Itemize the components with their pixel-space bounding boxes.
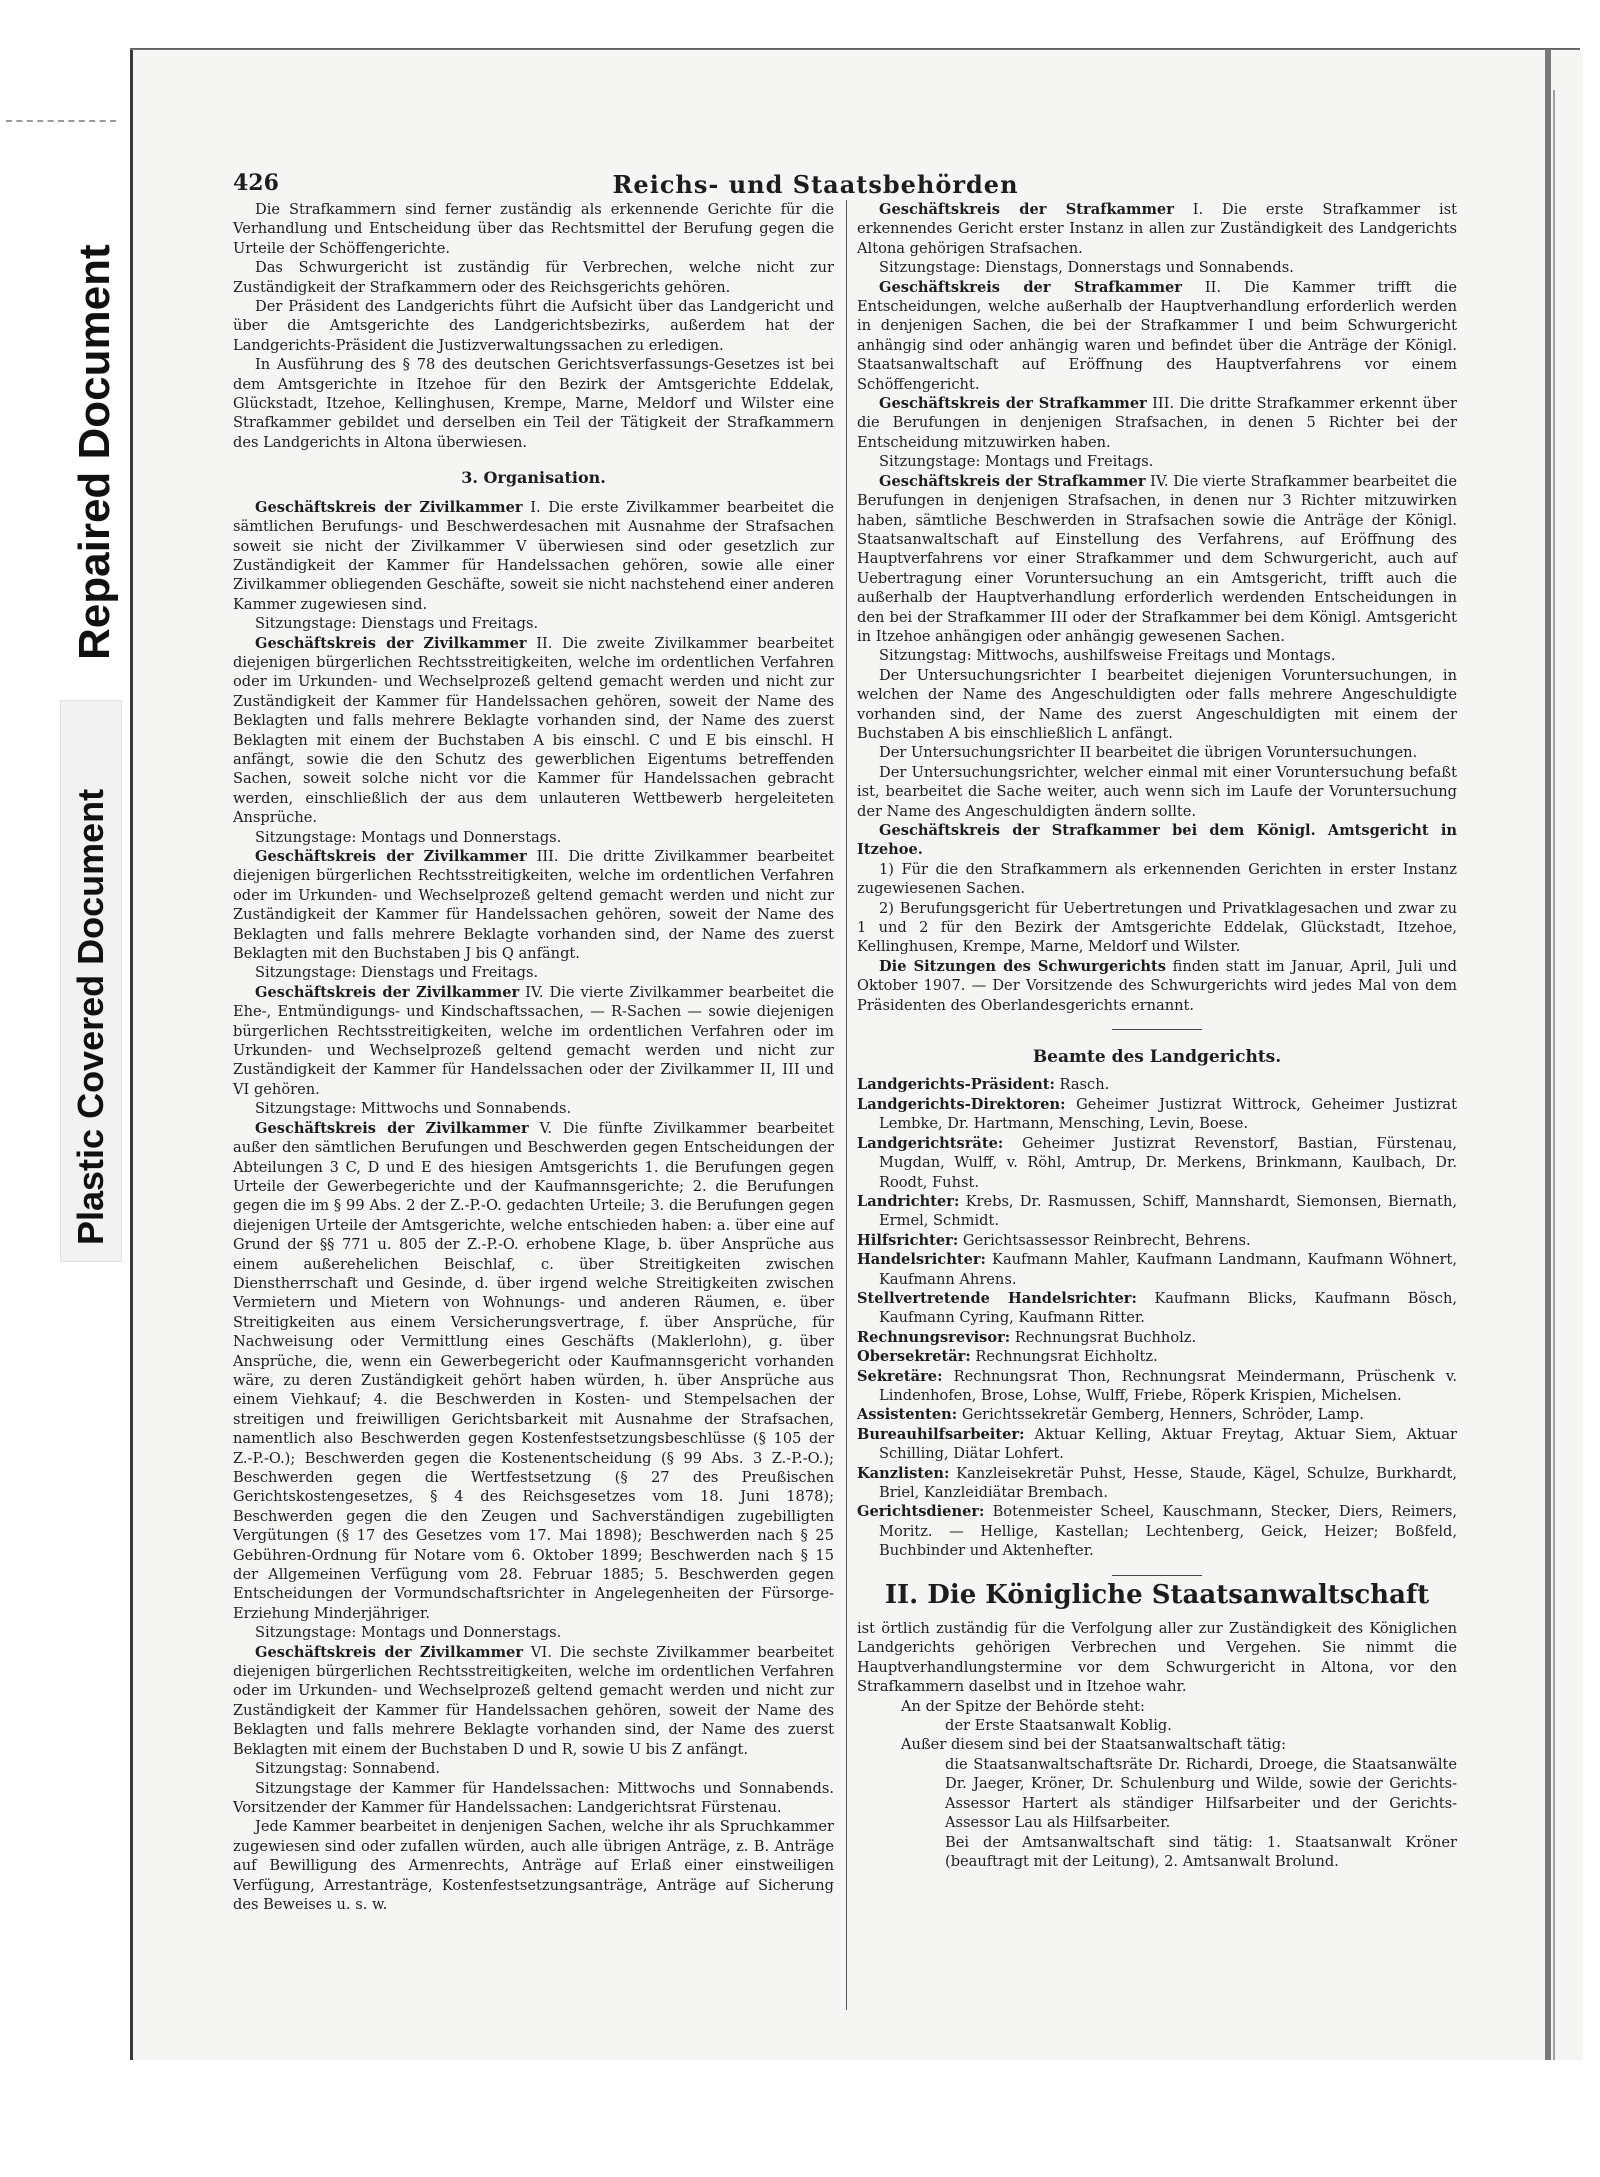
chamber-paragraph: [233, 634, 834, 828]
chamber-label: Geschäftskreis der Strafkammer: [879, 472, 1146, 490]
staff-role: Handelsrichter:: [857, 1251, 986, 1269]
staff-entry: [857, 1464, 1457, 1503]
page-right-edge: [1545, 50, 1551, 2060]
chamber-text: II. Die Kammer trifft die Entscheidungen, welche außerhalb der Hauptverhandlung erforderlich werden in denjenigen Sachen, die bei der Strafkammer I und beim Schwurgericht anhängig sind oder anhängig waren und befindet über die Anträge der Königl. Staatsanwaltschaft auf Eröffnung des Hauptverfahrens vor einem Schöffengericht.: [857, 278, 1457, 393]
paragraph: Das Schwurgericht ist zuständig für Verbrechen, welche nicht zur Zuständigkeit der Strafkammern oder des Reichsgerichts gehören.: [233, 259, 834, 296]
staff-entry: [857, 1075, 1457, 1094]
plastic-covered-document-label: Plastic Covered Document: [70, 788, 111, 1245]
staff-role: Hilfsrichter:: [857, 1231, 959, 1249]
paragraph: In Ausführung des § 78 des deutschen Gerichtsverfassungs-Gesetzes ist bei dem Amtsgerichte in Itzehoe für den Bezirk der Amtsgerichte Eddelak, Glückstadt, Itzehoe, Kellinghusen, Krempe, Marne, Meldorf und Wilster eine Strafkammer gebildet und derselben ein Teil der Tätigkeit der Strafkammern des Landgerichts in Altona überwiesen.: [233, 356, 834, 451]
session-line: Sitzungstage: Montags und Freitags.: [879, 453, 1154, 471]
staff-entry: [857, 1425, 1457, 1464]
staff-role: Landgerichtsräte:: [857, 1134, 1004, 1152]
chamber-text: III. Die dritte Zivilkammer bearbeitet diejenigen bürgerlichen Rechtsstreitigkeiten, welche im ordentlichen Verfahren oder im Urkunden- und Wechselprozeß geltend gemacht werden und nicht zur Zuständigkeit der Kammer für Handelssachen gehören, soweit der Name des Beklagten und falls mehrere Beklagte vorhanden sind, der Name des zuerst Beklagten mit den Buchstaben J bis Q anfängt.: [233, 848, 834, 963]
closing-paragraph: Jede Kammer bearbeitet in denjenigen Sachen, welche ihr als Spruchkammer zugewiesen sind oder zufallen würden, auch alle übrigen Anträge, z. B. Anträge auf Bewilligung des Armenrechts, Anträge auf Erlaß einer einstweiligen Verfügung, Arrestanträge, Kostenfestsetzungsanträge, Anträge auf Sicherung des Beweises u. s. w.: [233, 1818, 834, 1913]
staff-names: Rechnungsrat Thon, Rechnungsrat Meindermann, Prüschenk v. Lindenhofen, Brose, Lohse, Wulff, Friebe, Röperk Krispien, Michelsen.: [879, 1367, 1457, 1404]
staff-entry: [857, 1095, 1457, 1134]
staff-role: Obersekretär:: [857, 1348, 971, 1366]
prosecution-staff: die Staatsanwaltschaftsräte Dr. Richardi, Droege, die Staatsanwälte Dr. Jaeger, Kröner, Dr. Schulenburg und Wilde, sowie der Gerichts-Assessor Hartert als ständiger Hilfsarbeiter und der Gerichts-Assessor Lau als Hilfsarbeiter.: [945, 1755, 1457, 1832]
itzehoe-item: 1) Für die den Strafkammern als erkennenden Gerichten in erster Instanz zugewiesenen Sachen.: [857, 860, 1457, 898]
criminal-chamber-paragraph: [857, 200, 1457, 258]
staff-names: Aktuar Kelling, Aktuar Freytag, Aktuar Siem, Aktuar Schilling, Diätar Lohfert.: [879, 1425, 1457, 1463]
staff-names: Rechnungsrat Eichholtz.: [970, 1348, 1158, 1366]
staff-role: Landgerichts-Präsident:: [857, 1076, 1055, 1094]
staff-names: Krebs, Dr. Rasmussen, Schiff, Mannshardt, Siemonsen, Biernath, Ermel, Schmidt.: [879, 1192, 1457, 1230]
staff-entry: [857, 1367, 1457, 1406]
chamber-text: IV. Die vierte Zivilkammer bearbeitet die Ehe-, Entmündigungs- und Kindschaftssachen, — R-Sachen — sowie diejenigen bürgerlichen Rechtsstreitigkeiten, welche im ordentlichen Verfahren oder im Urkunden- und Wechselprozeß geltend gemacht werden und nicht zur Zuständigkeit der Kammer für Handelssachen oder der Zivilkammer II, III und VI gehören.: [233, 983, 834, 1098]
chamber-paragraph: [233, 1119, 834, 1624]
chamber-text: V. Die fünfte Zivilkammer bearbeitet außer den sämtlichen Berufungen und Beschwerden gegen Entscheidungen der Abteilungen 3 C, D und E des hiesigen Amtsgerichts 1. die Berufungen gegen Urteile der Gewerbegerichte und der Kaufmannsgerichte; 2. die Berufungen gegen die im § 99 Abs. 2 der Z.-P.-O. gedachten Urteile; 3. die Berufungen gegen diejenigen Urteile der Amtsgerichte, welche entschieden haben: a. über eine auf Grund der §§ 771 u. 805 der Z.-P.-O. erhobene Klage, b. über Ansprüche aus einem außerehelichen Beischlaf, c. über Streitigkeiten zwischen Dienstherrschaft und Gesinde, d. über irgend welche Streitigkeiten zwischen Vermietern und Mietern von Wohnungs- und anderen Räumen, e. über Streitigkeiten aus einem Versicherungsvertrage, f. über Ansprüche, für Nachweisung oder Vermittlung eines Geschäfts (Maklerlohn), g. über Ansprüche, die, wenn ein Gewerbegericht oder Kaufmannsgericht vorhanden wäre, zu deren Zuständigkeit gehört haben würden, h. über Ansprüche aus einem Viehkauf; 4. die Beschwerden in Kosten- und Stempelsachen der streitigen und freiwilligen Gerichtsbarkeit mit Ausnahme der Strafsachen, namentlich also Beschwerden gegen Kostenfestsetzungsbeschlüsse (§ 105 der Z.-P.-O.); Beschwerden gegen die Kostenentscheidung (§ 99 Abs. 3 Z.-P.-O.); Beschwerden gegen die Wertfestsetzung (§ 27 des Preußischen Gerichtskostengesetzes, § 4 des Reichsgesetzes vom 18. Juni 1878); Beschwerden gegen die den Zeugen und Sachverständigen zugebilligten Vergütungen (§ 17 des Gesetzes vom 17. Mai 1898); Beschwerden nach § 25 Gebühren-Ordnung für Notare vom 6. Oktober 1899; Beschwerden nach § 15 der Allgemeinen Verfügung vom 28. Februar 1885; 5. Beschwerden gegen Entscheidungen der Vormundschaftsrichter in Angelegenheiten der Fürsorge-Erziehung Minderjähriger.: [233, 1119, 834, 1622]
staff-entry: [857, 1347, 1457, 1366]
staff-role: Landgerichts-Direktoren:: [857, 1095, 1066, 1113]
chamber-text: I. Die erste Zivilkammer bearbeitet die sämtlichen Berufungs- und Beschwerdesachen mit Ausnahme der Strafsachen soweit sie nicht der Zivilkammer V überwiesen sind oder gesetzlich zur Zuständigkeit der Kammer für Handelssachen gehören, sowie alle einer Zivilkammer obliegenden Geschäfte, soweit sie nicht nachstehend einer anderen Kammer zugewiesen sind.: [233, 498, 834, 613]
page-number: 426: [233, 170, 279, 196]
staff-entry: [857, 1289, 1457, 1328]
staff-entry: [857, 1405, 1457, 1424]
investigation-paragraph: Der Untersuchungsrichter II bearbeitet die übrigen Voruntersuchungen.: [879, 744, 1418, 762]
chamber-label: Geschäftskreis der Zivilkammer: [255, 1643, 524, 1661]
staff-names: Rasch.: [1054, 1076, 1110, 1094]
staff-names: Gerichtssekretär Gemberg, Henners, Schröder, Lamp.: [957, 1406, 1364, 1424]
chamber-paragraph: [233, 983, 834, 1099]
prosecution-head-line: An der Spitze der Behörde steht:: [901, 1697, 1145, 1715]
staff-entry: [857, 1328, 1457, 1347]
staff-entry: [857, 1134, 1457, 1192]
session-line: Sitzungstage: Dienstags und Freitags.: [255, 615, 539, 633]
staff-names: Geheimer Justizrat Wittrock, Geheimer Justizrat Lembke, Dr. Hartmann, Mensching, Levin, Boese.: [879, 1095, 1457, 1133]
staff-role: Assistenten:: [857, 1406, 958, 1424]
chamber-text: VI. Die sechste Zivilkammer bearbeitet diejenigen bürgerlichen Rechtsstreitigkeiten, welche im ordentlichen Verfahren oder im Urkunden- und Wechselprozeß geltend gemacht werden und nicht zur Zuständigkeit der Kammer für Handelssachen gehören, soweit der Name des Beklagten und falls mehrere Beklagte vorhanden sind, der Name des zuerst Beklagten mit einem der Buchstaben D und R, sowie U bis Z anfängt.: [233, 1643, 834, 1758]
staff-role: Landrichter:: [857, 1192, 960, 1210]
archive-label-strip: [0, 0, 125, 2177]
chamber-label: Geschäftskreis der Zivilkammer: [255, 848, 527, 865]
session-line: Sitzungstag: Mittwochs, aushilfsweise Freitags und Montags.: [879, 647, 1336, 665]
chamber-paragraph: [233, 498, 834, 614]
section-heading-organisation: 3. Organisation.: [461, 468, 606, 488]
chamber-label: Geschäftskreis der Zivilkammer: [255, 498, 523, 516]
criminal-chamber-paragraph: [857, 394, 1457, 452]
paragraph: Der Präsident des Landgerichts führt die Aufsicht über das Landgericht und über die Amtsgerichte des Landgerichtsbezirks, außerdem hat der Landgerichts-Präsident die Justizverwaltungssachen zu erledigen.: [233, 298, 834, 354]
chamber-text: II. Die zweite Zivilkammer bearbeitet diejenigen bürgerlichen Rechtsstreitigkeiten, welche im ordentlichen Verfahren oder im Urkunden- und Wechselprozeß geltend gemacht werden und nicht zur Zuständigkeit der Kammer für Handelssachen gehören, soweit der Name des Beklagten und falls mehrere Beklagte vorhanden sind, der Name des zuerst Beklagten mit einem der Buchstaben A bis einschl. C und E bis einschl. H anfängt, sowie die den Schutz des gewerblichen Eigentums betreffenden Sachen, soweit solche nicht vor die Kammer für Handelssachen gebracht werden, einschließlich der aus dem unlauteren Wettbewerb hergeleiteten Ansprüche.: [233, 634, 834, 827]
chamber-text: III. Die dritte Strafkammer erkennt über die Berufungen in denjenigen Strafsachen, in denen 5 Richter bei der Entscheidung mitzuwirken haben.: [857, 395, 1457, 451]
chamber-label: Geschäftskreis der Strafkammer: [879, 201, 1174, 218]
staff-names: Kaufmann Blicks, Kaufmann Bösch, Kaufmann Cyring, Kaufmann Ritter.: [879, 1289, 1458, 1327]
chamber-label: Geschäftskreis der Zivilkammer: [255, 634, 527, 652]
staff-names: Botenmeister Scheel, Kauschmann, Stecker, Diers, Reimers, Moritz. — Hellige, Kastellan; Lechtenberg, Geick, Heizer; Boßfeld, Buchbinder und Aktenhefter.: [879, 1503, 1457, 1560]
chamber-label: Geschäftskreis der Zivilkammer: [255, 1119, 529, 1137]
criminal-chamber-paragraph: [857, 472, 1457, 647]
staff-entry: [857, 1231, 1457, 1250]
column-divider: [846, 200, 847, 2010]
amtsanwalt-line: Bei der Amtsanwaltschaft sind tätig: 1. Staatsanwalt Kröner (beauftragt mit der Leitung), 2. Amtsanwalt Brolund.: [945, 1833, 1457, 1870]
jury-label: Die Sitzungen des Schwurgerichts: [879, 957, 1166, 975]
prosecution-heading: II. Die Königliche Staatsanwaltschaft: [884, 1579, 1430, 1610]
staff-names: Gerichtsassessor Reinbrecht, Behrens.: [958, 1231, 1251, 1249]
commercial-chamber-note: Sitzungstage der Kammer für Handelssachen: Mittwochs und Sonnabends. Vorsitzender der Kammer für Handelssachen: Landgerichtsrat Fürstenau.: [233, 1779, 834, 1816]
staff-role: Rechnungsrevisor:: [857, 1328, 1011, 1346]
session-line: Sitzungstag: Sonnabend.: [255, 1760, 440, 1778]
staff-role: Bureauhilfsarbeiter:: [857, 1425, 1025, 1443]
session-line: Sitzungstage: Montags und Donnerstags.: [255, 1624, 562, 1642]
page-right-edge-line: [1553, 90, 1555, 2060]
staff-role: Stellvertretende Handelsrichter:: [857, 1289, 1137, 1307]
section-rule: [1112, 1029, 1202, 1030]
prosecution-head: der Erste Staatsanwalt Koblig.: [945, 1717, 1172, 1735]
itzehoe-chamber-heading: Geschäftskreis der Strafkammer bei dem Königl. Amtsgericht in Itzehoe.: [857, 822, 1457, 859]
running-title: Reichs- und Staatsbehörden: [612, 170, 1019, 199]
staff-role: Sekretäre:: [857, 1367, 943, 1385]
chamber-paragraph: [233, 1643, 834, 1759]
staff-names: Rechnungsrat Buchholz.: [1010, 1328, 1197, 1346]
staff-role: Kanzlisten:: [857, 1464, 950, 1482]
chamber-text: I. Die erste Strafkammer ist erkennendes Gericht erster Instanz in allen zur Zuständigkeit des Landgerichts Altona gehörigen Strafsachen.: [857, 201, 1457, 257]
staff-names: Geheimer Justizrat Revenstorf, Bastian, Fürstenau, Mugdan, Wulff, v. Röhl, Amtrup, Dr. Merkens, Brinkmann, Kaulbach, Dr. Roodt, Fuhst.: [879, 1134, 1457, 1191]
prosecution-staff-line: Außer diesem sind bei der Staatsanwaltschaft tätig:: [901, 1736, 1287, 1754]
chamber-label: Geschäftskreis der Strafkammer: [879, 278, 1182, 296]
paragraph: Die Strafkammern sind ferner zuständig als erkennende Gerichte für die Verhandlung und Entscheidung über das Rechtsmittel der Berufung gegen die Urteile der Schöffengerichte.: [233, 201, 834, 257]
chamber-paragraph: [233, 847, 834, 963]
dashed-margin-line: [6, 120, 116, 122]
repaired-document-label: Repaired Document: [70, 244, 119, 660]
staff-names: Kaufmann Mahler, Kaufmann Landmann, Kaufmann Wöhnert, Kaufmann Ahrens.: [879, 1251, 1457, 1288]
staff-names: Kanzleisekretär Puhst, Hesse, Staude, Kägel, Schulze, Burkhardt, Briel, Kanzleidiätar Brembach.: [879, 1464, 1457, 1501]
staff-entry: [857, 1502, 1457, 1560]
left-column: [233, 200, 834, 1914]
section-rule: [1112, 1575, 1202, 1576]
staff-role: Gerichtsdiener:: [857, 1503, 985, 1521]
session-line: Sitzungstage: Dienstags und Freitags.: [255, 964, 539, 982]
session-line: Sitzungstage: Montags und Donnerstags.: [255, 828, 562, 846]
jury-sessions: [857, 957, 1457, 1015]
chamber-label: Geschäftskreis der Strafkammer: [879, 395, 1147, 413]
chamber-label: Geschäftskreis der Zivilkammer: [255, 983, 520, 1001]
right-column: [857, 200, 1457, 1871]
jury-text: finden statt im Januar, April, Juli und Oktober 1907. — Der Vorsitzende des Schwurgerichts wird jedes Mal von dem Präsidenten des Oberlandesgerichts ernannt.: [857, 957, 1458, 1014]
staff-heading: Beamte des Landgerichts.: [1032, 1047, 1282, 1068]
session-line: Sitzungstage: Dienstags, Donnerstags und Sonnabends.: [879, 259, 1294, 277]
page-header: [233, 170, 1398, 200]
investigation-paragraph: Der Untersuchungsrichter, welcher einmal mit einer Voruntersuchung befaßt ist, bearbeitet die Sache weiter, auch wenn sich im Laufe der Voruntersuchung der Name des Angeschuldigten ändern sollte.: [857, 763, 1457, 820]
prosecution-intro: ist örtlich zuständig für die Verfolgung aller zur Zuständigkeit des Königlichen Landgerichts gehörigen Verbrechen und Vergehen. Sie nimmt die Hauptverhandlungstermine vor dem Schwurgericht in Altona, vor den Strafkammern daselbst und in Itzehoe wahr.: [857, 1620, 1457, 1696]
staff-entry: [857, 1250, 1457, 1289]
investigation-paragraph: Der Untersuchungsrichter I bearbeitet diejenigen Voruntersuchungen, in welchen der Name des Angeschuldigten oder falls mehrere Angeschuldigte vorhanden sind, der Name des zuerst Angeschuldigten mit einem der Buchstaben A bis einschließlich L anfängt.: [857, 666, 1457, 742]
staff-entry: [857, 1192, 1457, 1231]
chamber-text: IV. Die vierte Strafkammer bearbeitet die Berufungen in denjenigen Strafsachen, in denen nur 3 Richter mitzuwirken haben, sämtliche Beschwerden in Strafsachen sowie die Anträge der Königl. Staatsanwaltschaft auf Einstellung des Verfahrens, auf Eröffnung des Hauptverfahrens vor einer Strafkammer und dem Schwurgericht, auch auf Uebertragung einer Voruntersuchung an ein Amtsgericht, trifft auch die außerhalb der Hauptverhandlung erforderlich werdenden Entscheidungen in den bei der Strafkammer III oder der Strafkammer bei dem Königl. Amtsgericht in Itzehoe anhängigen oder anhängig gewesenen Sachen.: [857, 472, 1457, 645]
session-line: Sitzungstage: Mittwochs und Sonnabends.: [255, 1100, 572, 1118]
criminal-chamber-paragraph: [857, 278, 1457, 394]
itzehoe-item: 2) Berufungsgericht für Uebertretungen und Privatklagesachen und zwar zu 1 und 2 für den Bezirk der Amtsgerichte Eddelak, Glückstadt, Itzehoe, Kellinghusen, Krempe, Marne, Meldorf und Wilster.: [857, 899, 1457, 956]
